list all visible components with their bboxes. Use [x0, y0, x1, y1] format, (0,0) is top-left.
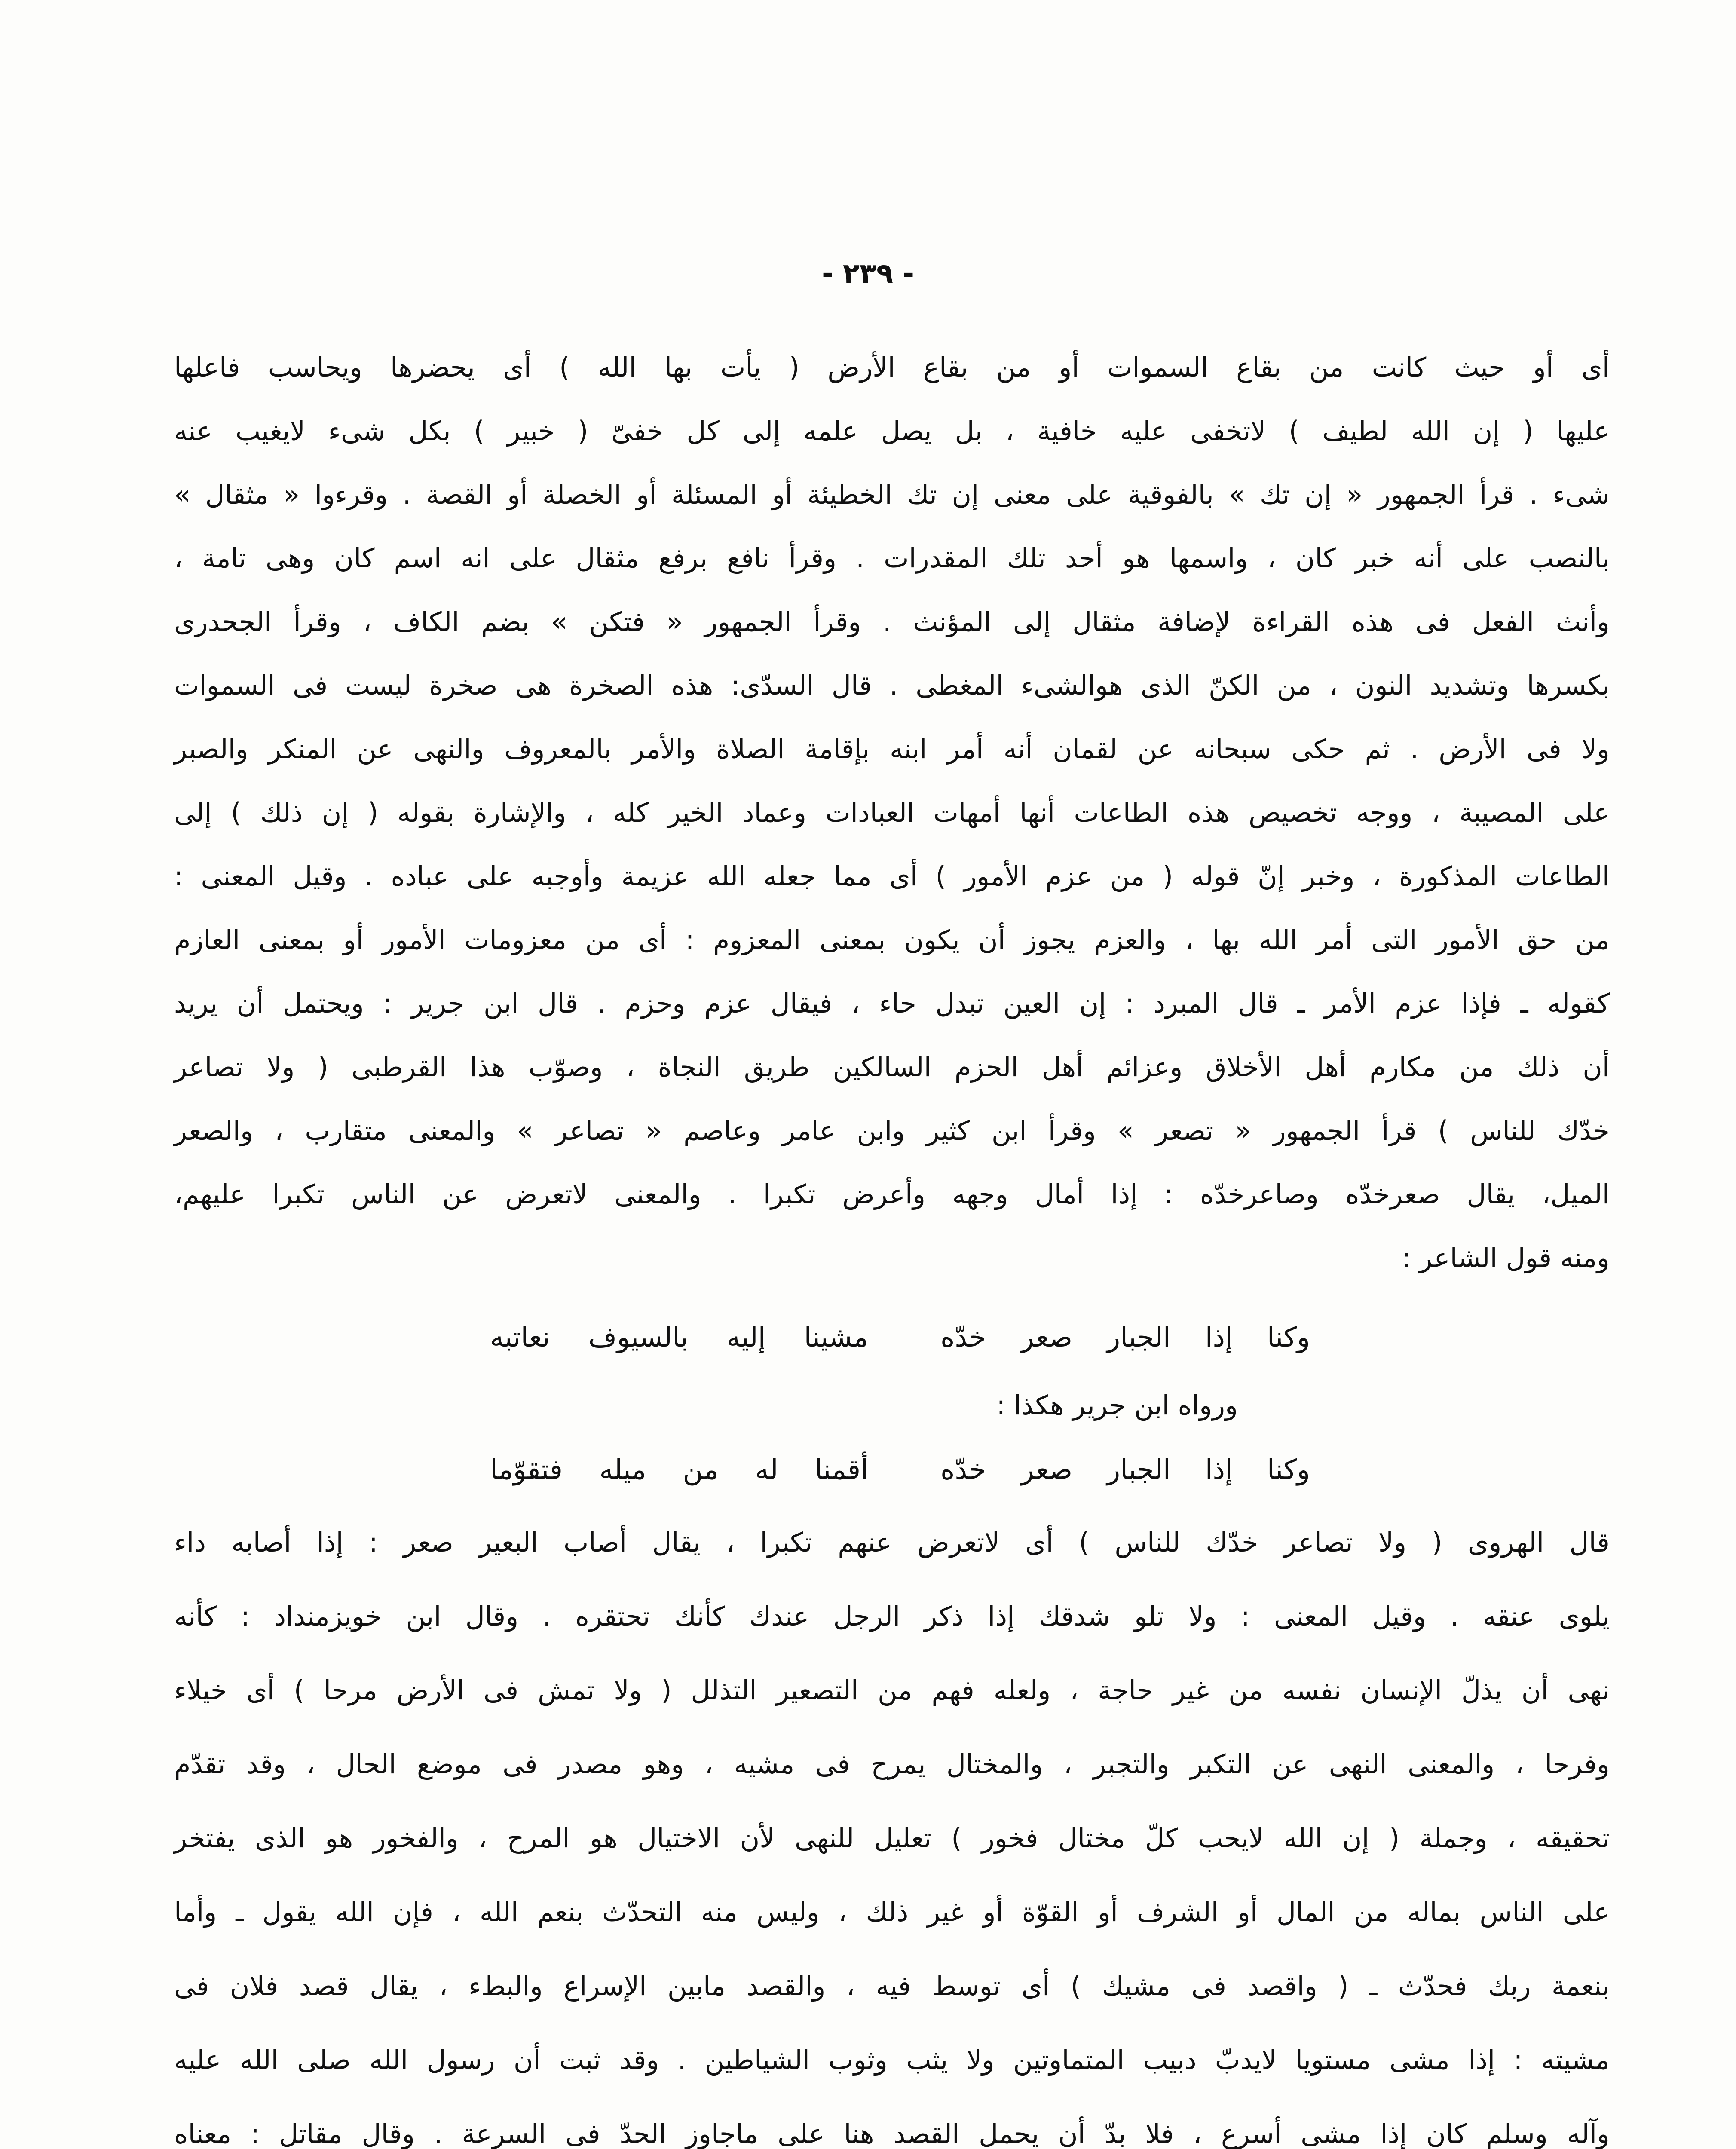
text-line: على الناس بماله من المال أو الشرف أو القوّة أو غير ذلك ، وليس منه التحدّث بنعم الله ، فإن الله يقول ـ وأما — [174, 1896, 1610, 1928]
paragraph-commentary-1 — [174, 336, 1610, 1290]
poem-verse-2 — [0, 1438, 1736, 1502]
page-number: - ٢٣٩ - — [822, 258, 914, 290]
text-line: عليها ( إن الله لطيف ) لاتخفى عليه خافية ، بل يصل علمه إلى كل خفىّ ( خبير ) بكل شىء لايغيب عنه — [174, 415, 1610, 447]
text-line: تحقيقه ، وجملة ( إن الله لايحب كلّ مختال فخور ) تعليل للنهى لأن الاختيال هو المرح ، والفخور هو الذى يفتخر — [174, 1822, 1610, 1854]
text-line: وفرحا ، والمعنى النهى عن التكبر والتجبر ، والمختال يمرح فى مشيه ، وهو مصدر فى موضع الحال ، وقد تقدّم — [174, 1748, 1610, 1780]
poem-verse-1 — [0, 1305, 1736, 1370]
text-line: خدّك للناس ) قرأ الجمهور « تصعر » وقرأ ابن كثير وابن عامر وعاصم « تصاعر » والمعنى متقارب ، والصعر — [174, 1115, 1610, 1146]
text-line: الطاعات المذكورة ، وخبر إنّ قوله ( من عزم الأمور ) أى مما جعله الله عزيمة وأوجبه على عباده . وقيل المعنى : — [174, 860, 1610, 892]
text-line: بكسرها وتشديد النون ، من الكنّ الذى هوالشىء المغطى . قال السدّى: هذه الصخرة هى صخرة ليست فى السموات — [174, 670, 1610, 701]
poem-intro-line: ومنه قول الشاعر : — [1402, 1242, 1610, 1273]
text-line: قال الهروى ( ولا تصاعر خدّك للناس ) أى لاتعرض عنهم تكبرا ، يقال أصاب البعير صعر : إذا أصابه داء — [174, 1527, 1610, 1558]
variant-narration-intro: ورواه ابن جرير هكذا : — [996, 1390, 1238, 1421]
verse-first-hemistich: وكنا إذا الجبار صعر خدّه — [940, 1322, 1310, 1353]
text-line: أى أو حيث كانت من بقاع السموات أو من بقاع الأرض ( يأت بها الله ) أى يحضرها ويحاسب فاعلها — [174, 352, 1610, 383]
verse-first-hemistich: وكنا إذا الجبار صعر خدّه — [940, 1454, 1310, 1486]
paragraph-commentary-2 — [174, 1506, 1610, 2149]
text-line: ولا فى الأرض . ثم حكى سبحانه عن لقمان أنه أمر ابنه بإقامة الصلاة والأمر بالمعروف والنهى عن المنكر والصبر — [174, 733, 1610, 765]
verse-second-hemistich: مشينا إليه بالسيوف نعاتبه — [490, 1322, 868, 1353]
text-line: نهى أن يذلّ الإنسان نفسه من غير حاجة ، ولعله فهم من التصعير التذلل ( ولا تمش فى الأرض مرحا ) أى خيلاء — [174, 1675, 1610, 1706]
verse-second-hemistich: أقمنا له من ميله فتقوّما — [490, 1454, 868, 1486]
text-line: وأنث الفعل فى هذه القراءة لإضافة مثقال إلى المؤنث . وقرأ الجمهور « فتكن » بضم الكاف ، وقرأ الجحدرى — [174, 606, 1610, 637]
text-line: من حق الأمور التى أمر الله بها ، والعزم يجوز أن يكون بمعنى المعزوم : أى من معزومات الأمور أو بمعنى العازم — [174, 924, 1610, 955]
text-line: بالنصب على أنه خبر كان ، واسمها هو أحد تلك المقدرات . وقرأ نافع برفع مثقال على انه اسم كان وهى تامة ، — [174, 542, 1610, 574]
text-line: بنعمة ربك فحدّث ـ ( واقصد فى مشيك ) أى توسط فيه ، والقصد مابين الإسراع والبطء ، يقال قصد فلان فى — [174, 1970, 1610, 2002]
text-line: يلوى عنقه . وقيل المعنى : ولا تلو شدقك إذا ذكر الرجل عندك كأنك تحتقره . وقال ابن خويزمنداد : كأنه — [174, 1601, 1610, 1632]
text-line: مشيته : إذا مشى مستويا لايدبّ دبيب المتماوتين ولا يثب وثوب الشياطين . وقد ثبت أن رسول الله صلى الله عليه — [174, 2044, 1610, 2076]
text-line: شىء . قرأ الجمهور « إن تك » بالفوقية على معنى إن تك الخطيئة أو المسئلة أو الخصلة أو القصة . وقرءوا « مثقال » — [174, 479, 1610, 510]
text-line: وآله وسلم كان إذا مشى أسرع ، فلا بدّ أن يحمل القصد هنا على ماجاوز الحدّ فى السرعة . وقال مقاتل : معناه — [174, 2118, 1610, 2149]
text-line: على المصيبة ، ووجه تخصيص هذه الطاعات أنها أمهات العبادات وعماد الخير كله ، والإشارة بقوله ( إن ذلك ) إلى — [174, 797, 1610, 828]
text-line: الميل، يقال صعرخدّه وصاعرخدّه : إذا أمال وجهه وأعرض تكبرا . والمعنى لاتعرض عن الناس تكبرا عليهم، — [174, 1179, 1610, 1210]
text-line: كقوله ـ فإذا عزم الأمر ـ قال المبرد : إن العين تبدل حاء ، فيقال عزم وحزم . قال ابن جرير : ويحتمل أن يريد — [174, 988, 1610, 1019]
text-line: أن ذلك من مكارم أهل الأخلاق وعزائم أهل الحزم السالكين طريق النجاة ، وصوّب هذا القرطبى ( ولا تصاعر — [174, 1051, 1610, 1083]
